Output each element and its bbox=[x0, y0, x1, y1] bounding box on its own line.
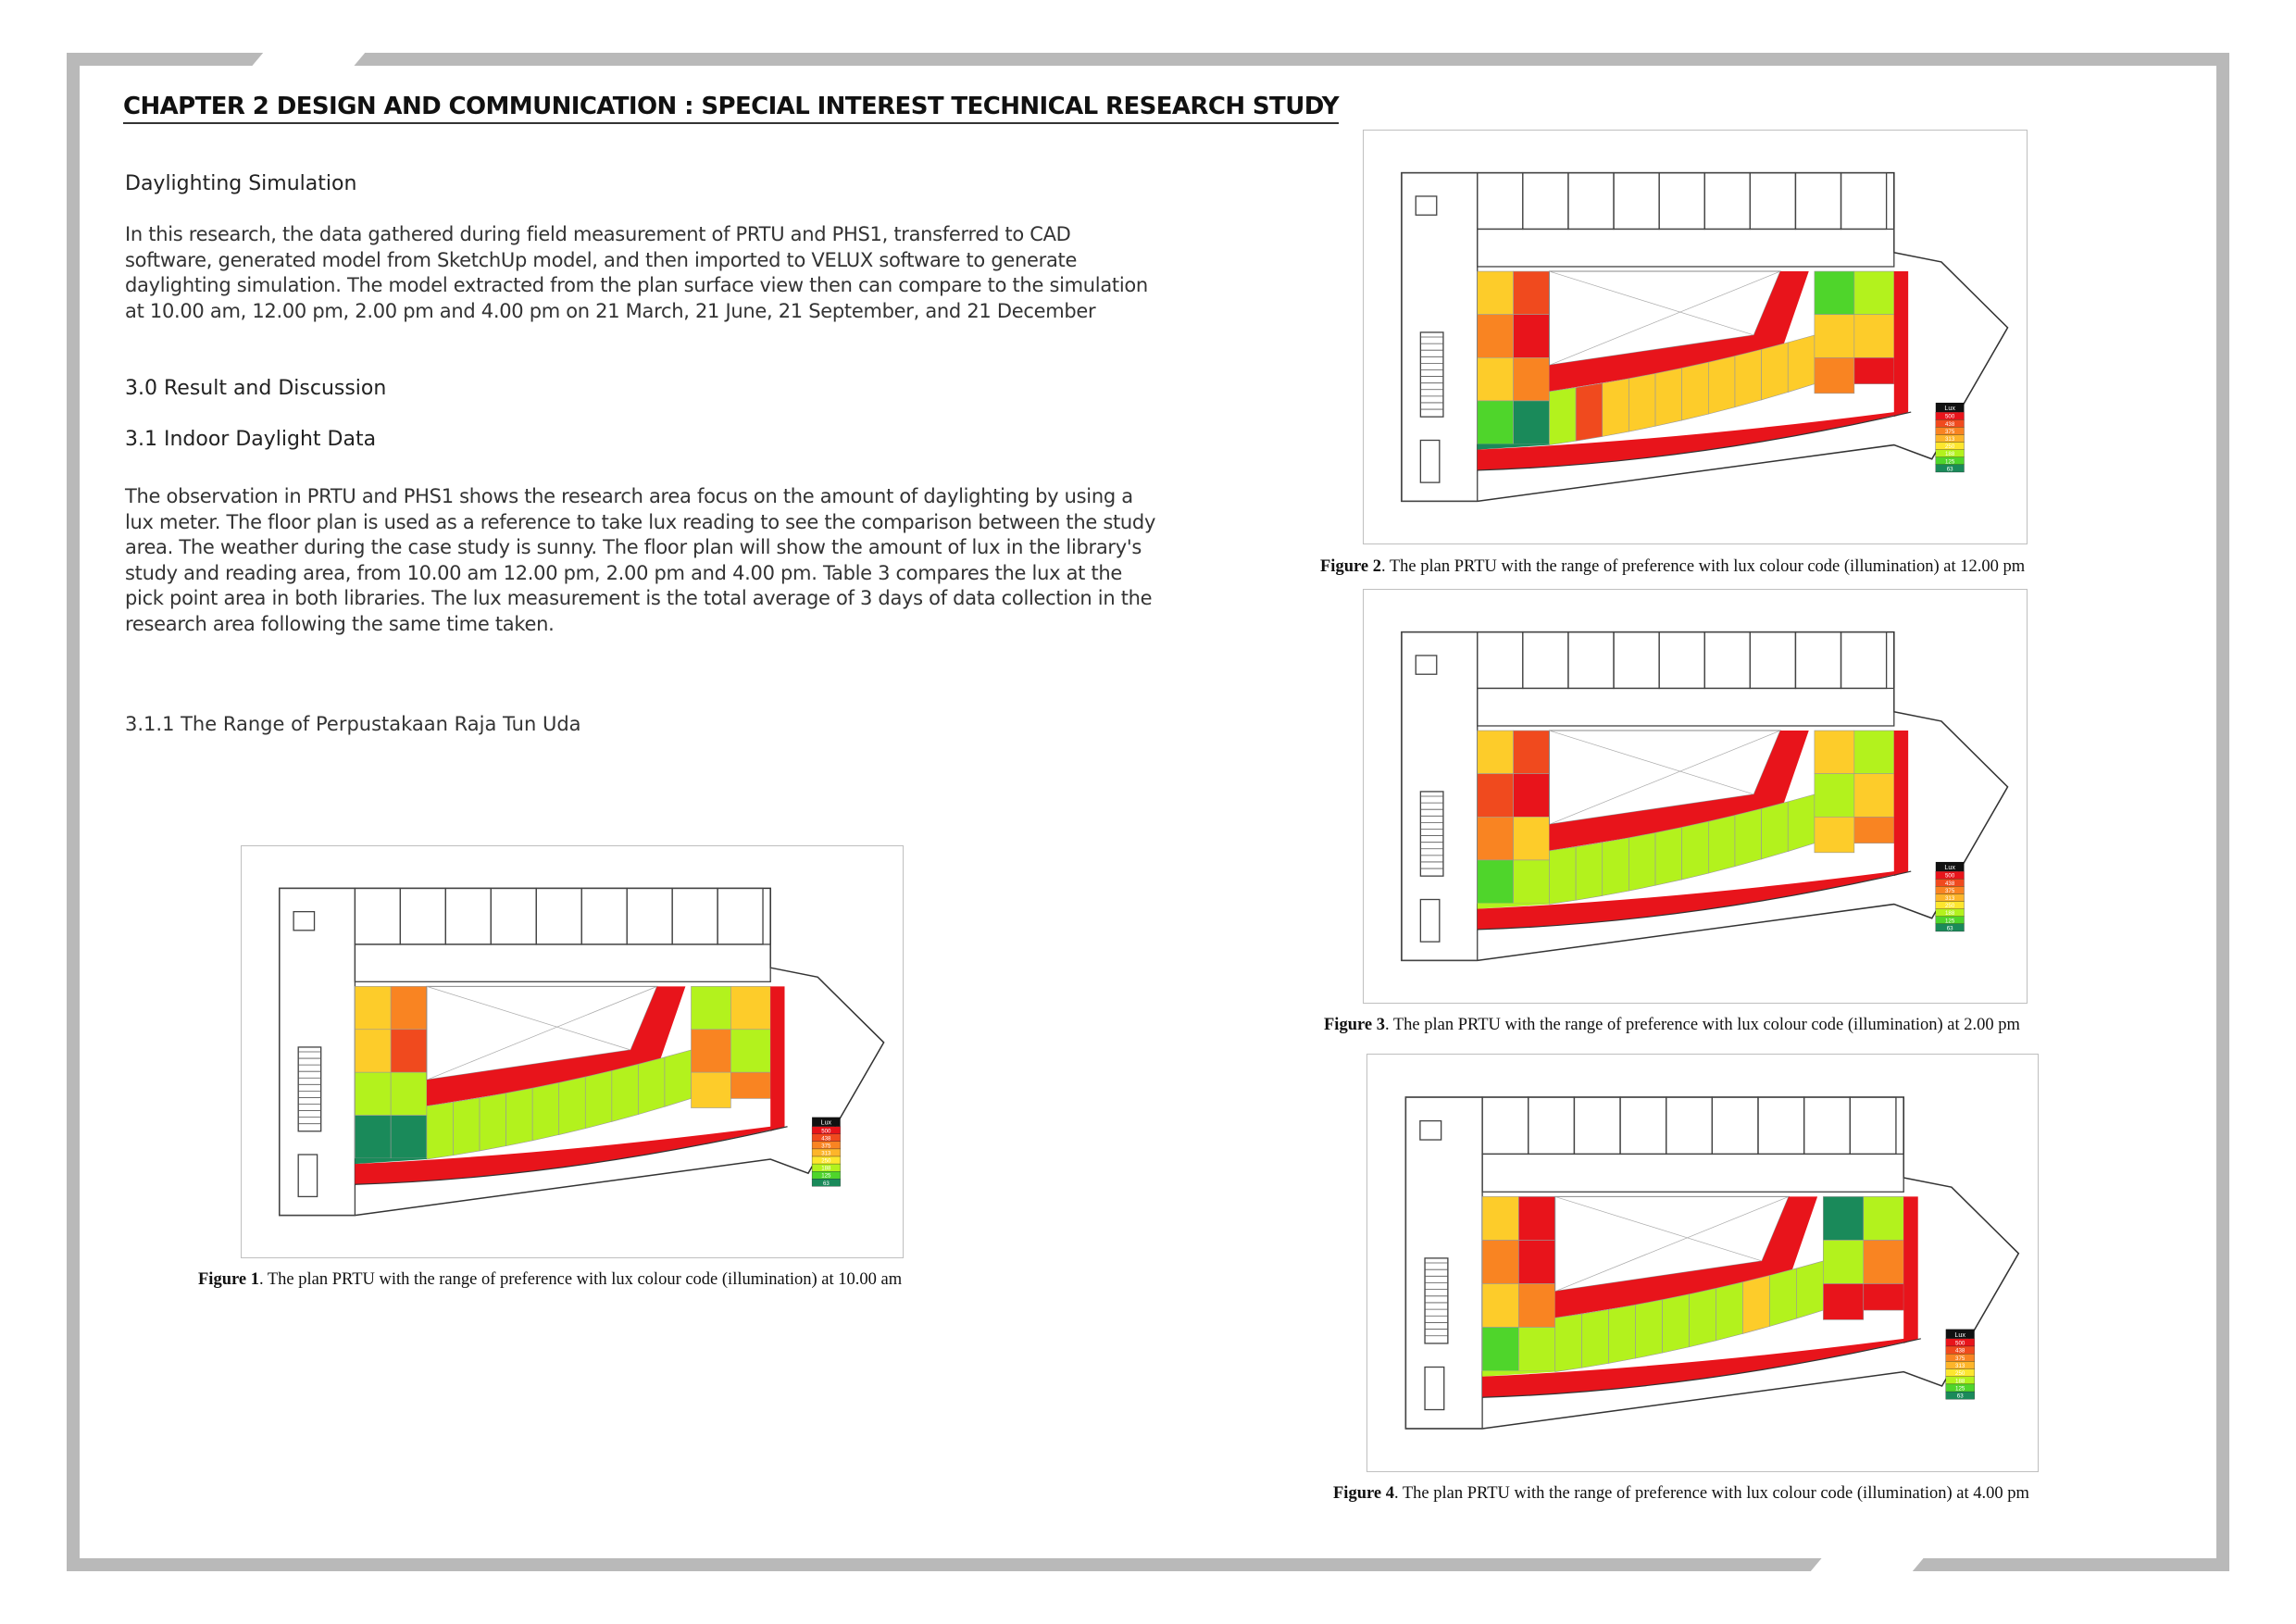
figure-1-caption bbox=[198, 1270, 902, 1290]
lux-cell bbox=[506, 1088, 533, 1146]
lux-cell bbox=[1514, 817, 1550, 860]
lux-cell bbox=[1682, 821, 1709, 880]
lux-cell bbox=[1854, 315, 1894, 358]
frame-notch bbox=[1805, 1555, 1926, 1578]
lux-cell bbox=[1549, 388, 1576, 445]
lux-cell bbox=[427, 1102, 454, 1159]
legend-value: 500 bbox=[821, 1128, 831, 1135]
lux-cell bbox=[1518, 1284, 1554, 1328]
lux-cell bbox=[1663, 1294, 1690, 1353]
lux-cell bbox=[1796, 1261, 1823, 1318]
legend-value: 250 bbox=[821, 1157, 831, 1165]
legend-value: 125 bbox=[821, 1172, 831, 1180]
legend-title: Lux bbox=[1954, 1330, 1966, 1339]
lux-cell bbox=[391, 1116, 427, 1158]
lux-cell bbox=[1655, 827, 1682, 885]
figure-2-caption bbox=[1320, 557, 2025, 577]
figure-caption-text: . The plan PRTU with the range of preference with lux colour code (illumination) at 4.00 pm bbox=[1393, 1484, 2029, 1503]
lux-cell bbox=[1788, 335, 1815, 393]
lux-cell bbox=[1514, 315, 1550, 358]
lux-cell bbox=[730, 1030, 770, 1072]
legend-title: Lux bbox=[1944, 405, 1955, 413]
lux-cell bbox=[1478, 774, 1514, 818]
legend-value: 438 bbox=[821, 1135, 831, 1143]
figure-label: Figure 2 bbox=[1320, 557, 1381, 576]
lux-cell bbox=[1603, 379, 1629, 437]
lux-cell bbox=[355, 986, 391, 1029]
indoor-paragraph: The observation in PRTU and PHS1 shows the research area focus on the amount of daylighting by using a lux meter. The floor plan is used as a reference to take lux reading to see the comparison between the study area. The weather during the case study is sunny. The floor plan will show the amount of lux in the library's study and reading area, from 10.00 am 12.00 pm, 2.00 pm and 4.00 pm. Table 3 compares the lux at the pick point area in both libraries. The lux measurement is the total average of 3 days of data collection in the research area following the same time taken. bbox=[125, 485, 1156, 635]
legend-title: Lux bbox=[820, 1118, 832, 1127]
lux-cell bbox=[1514, 731, 1550, 774]
lux-cell bbox=[1655, 368, 1682, 426]
lux-cell bbox=[1482, 1284, 1518, 1328]
legend-value: 375 bbox=[1945, 428, 1955, 435]
lux-cell bbox=[1478, 357, 1514, 401]
legend-value: 63 bbox=[1956, 1393, 1964, 1400]
figure-3-caption bbox=[1324, 1016, 2020, 1035]
legend-value: 500 bbox=[1945, 872, 1955, 880]
lux-cell bbox=[1864, 1240, 1903, 1283]
lux-cell bbox=[1478, 860, 1514, 904]
legend-value: 250 bbox=[1945, 903, 1955, 910]
lux-cell bbox=[1482, 1328, 1518, 1371]
lux-cell bbox=[1823, 1196, 1863, 1240]
lux-cell bbox=[480, 1093, 506, 1151]
figure-3-plan bbox=[1363, 589, 2028, 1004]
legend-value: 500 bbox=[1945, 413, 1955, 420]
lux-cell bbox=[1514, 357, 1550, 401]
figure-1-plan bbox=[241, 845, 904, 1258]
lux-cell bbox=[391, 1072, 427, 1115]
lux-cell bbox=[1518, 1328, 1554, 1371]
lux-cell bbox=[1482, 1196, 1518, 1240]
lux-cell bbox=[1576, 383, 1603, 441]
frame-notch bbox=[250, 46, 370, 69]
lux-cell bbox=[1815, 315, 1854, 358]
lux-cell bbox=[1854, 774, 1894, 818]
lux-cell bbox=[1478, 271, 1514, 315]
lux-cell bbox=[1549, 847, 1576, 905]
legend-value: 125 bbox=[1945, 918, 1955, 925]
lux-cell bbox=[1742, 1276, 1769, 1334]
legend-value: 63 bbox=[1946, 466, 1953, 473]
lux-cell bbox=[665, 1050, 692, 1106]
result-heading: 3.0 Result and Discussion bbox=[125, 377, 387, 400]
lux-cell bbox=[1682, 362, 1709, 420]
lux-cell bbox=[1482, 1240, 1518, 1283]
lux-cell bbox=[692, 986, 731, 1029]
legend-value: 188 bbox=[821, 1165, 831, 1172]
legend-value: 313 bbox=[1945, 895, 1955, 902]
legend-value: 63 bbox=[822, 1180, 830, 1187]
lux-cell bbox=[1478, 731, 1514, 774]
legend-value: 438 bbox=[1945, 880, 1955, 887]
lux-cell bbox=[559, 1077, 586, 1135]
lux-cell bbox=[1628, 373, 1655, 431]
lux-cell bbox=[1815, 271, 1854, 315]
legend-value: 313 bbox=[1955, 1363, 1965, 1370]
lux-cell bbox=[1582, 1309, 1609, 1368]
lux-cell bbox=[532, 1082, 559, 1141]
floor-plan-svg bbox=[1364, 590, 2027, 1003]
legend-value: 375 bbox=[1955, 1355, 1965, 1362]
legend-title: Lux bbox=[1944, 864, 1955, 872]
lux-cell bbox=[692, 1030, 731, 1072]
legend-value: 313 bbox=[1945, 436, 1955, 443]
lux-cell bbox=[1478, 401, 1514, 444]
lux-cell bbox=[453, 1098, 480, 1156]
legend-value: 375 bbox=[821, 1143, 831, 1150]
lux-cell bbox=[1628, 832, 1655, 891]
lux-cell bbox=[1708, 356, 1735, 414]
lux-cell bbox=[1514, 401, 1550, 444]
lux-cell bbox=[1864, 1196, 1903, 1240]
lux-cell bbox=[1735, 349, 1762, 406]
chapter-title: CHAPTER 2 DESIGN AND COMMUNICATION : SPECIAL INTEREST TECHNICAL RESEARCH STUDY bbox=[123, 93, 1339, 124]
lux-legend bbox=[1946, 1330, 1975, 1400]
legend-value: 250 bbox=[1945, 443, 1955, 451]
lux-cell bbox=[391, 986, 427, 1029]
lux-cell bbox=[355, 1072, 391, 1115]
daylighting-paragraph: In this research, the data gathered during field measurement of PRTU and PHS1, transferred to CAD software, generated model from SketchUp model, and then imported to VELUX software to generate daylighting simulation. The model extracted from the plan surface view then can compare to the simulation at 10.00 am, 12.00 pm, 2.00 pm and 4.00 pm on 21 March, 21 June, 21 September, and 21 December bbox=[125, 223, 1148, 322]
floor-plan-svg bbox=[1364, 131, 2027, 543]
lux-cell bbox=[1735, 808, 1762, 866]
lux-legend bbox=[1936, 403, 1965, 472]
lux-cell bbox=[638, 1057, 665, 1115]
figure-label: Figure 4 bbox=[1333, 1484, 1394, 1503]
lux-cell bbox=[1815, 774, 1854, 818]
lux-legend bbox=[812, 1118, 841, 1187]
legend-value: 438 bbox=[1945, 420, 1955, 428]
indoor-heading: 3.1 Indoor Daylight Data bbox=[125, 428, 377, 451]
lux-cell bbox=[1555, 1314, 1582, 1372]
lux-cell bbox=[1716, 1282, 1742, 1341]
figure-caption-text: . The plan PRTU with the range of preference with lux colour code (illumination) at 10.00 am bbox=[258, 1270, 903, 1289]
daylighting-heading: Daylighting Simulation bbox=[125, 172, 357, 195]
lux-cell bbox=[1609, 1305, 1636, 1363]
legend-value: 125 bbox=[1955, 1385, 1965, 1393]
lux-cell bbox=[1762, 343, 1789, 400]
lux-cell bbox=[1854, 731, 1894, 774]
lux-cell bbox=[1815, 731, 1854, 774]
legend-value: 500 bbox=[1955, 1340, 1965, 1347]
lux-cell bbox=[1788, 794, 1815, 852]
lux-cell bbox=[612, 1064, 639, 1121]
lux-cell bbox=[730, 986, 770, 1029]
lux-cell bbox=[391, 1030, 427, 1072]
legend-value: 313 bbox=[821, 1150, 831, 1157]
lux-cell bbox=[1514, 860, 1550, 904]
legend-value: 125 bbox=[1945, 458, 1955, 466]
lux-cell bbox=[1576, 843, 1603, 900]
lux-cell bbox=[1690, 1288, 1716, 1346]
legend-value: 188 bbox=[1945, 451, 1955, 458]
legend-value: 438 bbox=[1955, 1347, 1965, 1355]
lux-cell bbox=[1518, 1196, 1554, 1240]
figure-2-plan bbox=[1363, 130, 2028, 544]
floor-plan-svg bbox=[1367, 1055, 2038, 1471]
lux-cell bbox=[1478, 315, 1514, 358]
range-heading: 3.1.1 The Range of Perpustakaan Raja Tun Uda bbox=[125, 713, 581, 735]
lux-cell bbox=[1518, 1240, 1554, 1283]
legend-value: 63 bbox=[1946, 925, 1953, 932]
lux-cell bbox=[1769, 1268, 1796, 1327]
figure-4-caption bbox=[1333, 1484, 2029, 1504]
lux-legend bbox=[1936, 862, 1965, 931]
floor-plan-svg bbox=[242, 846, 903, 1257]
lux-cell bbox=[1514, 774, 1550, 818]
lux-cell bbox=[1636, 1300, 1663, 1358]
figure-caption-text: . The plan PRTU with the range of preference with lux colour code (illumination) at 12.00 pm bbox=[1380, 557, 2026, 576]
lux-cell bbox=[1478, 817, 1514, 860]
lux-cell bbox=[1514, 271, 1550, 315]
figure-caption-text: . The plan PRTU with the range of preference with lux colour code (illumination) at 2.00 pm bbox=[1384, 1016, 2020, 1034]
figure-label: Figure 3 bbox=[1324, 1016, 1385, 1034]
legend-value: 188 bbox=[1955, 1378, 1965, 1385]
legend-value: 375 bbox=[1945, 887, 1955, 894]
lux-cell bbox=[1854, 271, 1894, 315]
figure-4-plan bbox=[1366, 1054, 2039, 1472]
figure-label: Figure 1 bbox=[198, 1270, 259, 1289]
lux-cell bbox=[585, 1070, 612, 1128]
lux-cell bbox=[1708, 815, 1735, 873]
legend-value: 250 bbox=[1955, 1370, 1965, 1378]
legend-value: 188 bbox=[1945, 910, 1955, 918]
lux-cell bbox=[1762, 802, 1789, 859]
lux-cell bbox=[1823, 1240, 1863, 1283]
lux-cell bbox=[355, 1030, 391, 1072]
lux-cell bbox=[1603, 838, 1629, 896]
lux-cell bbox=[355, 1116, 391, 1158]
